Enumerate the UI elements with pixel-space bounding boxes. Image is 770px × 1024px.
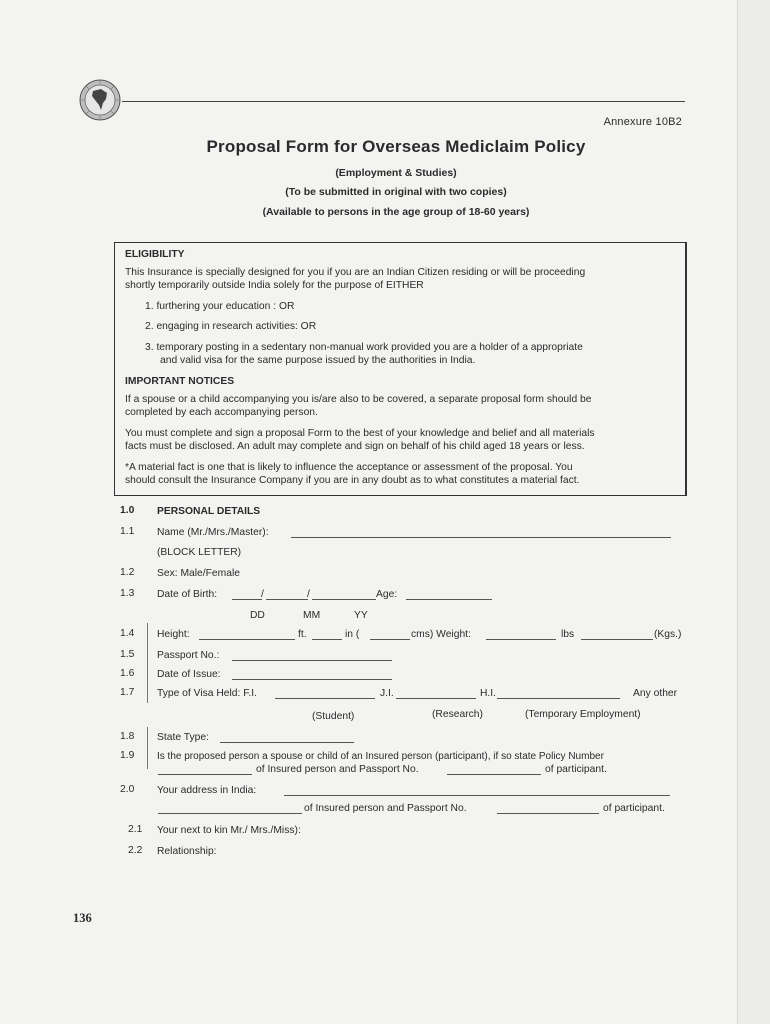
header-rule xyxy=(122,101,685,102)
section-bar-2 xyxy=(147,727,148,769)
notice-2-line-2: facts must be disclosed. An adult may complete and sign on behalf of his child aged 18 years or less. xyxy=(125,441,585,452)
spouse-child-question: Is the proposed person a spouse or child of an Insured person (participant), if so state Policy Number xyxy=(157,751,604,762)
address-passport-field[interactable] xyxy=(497,813,599,814)
notice-3-line-1: *A material fact is one that is likely to influence the acceptance or assessment of the proposal. You xyxy=(125,462,573,473)
item-number-1-9: 1.9 xyxy=(120,750,135,761)
notice-1-line-2: completed by each accompanying person. xyxy=(125,407,318,418)
eligibility-item-2: 2. engaging in research activities: OR xyxy=(145,321,317,332)
visa-other-label: Any other xyxy=(633,688,678,699)
item-number-1-5: 1.5 xyxy=(120,649,135,660)
form-subtitle-2: (To be submitted in original with two copies) xyxy=(285,186,507,198)
visa-ji-label: J.I. xyxy=(380,688,394,699)
temporary-employment-note: (Temporary Employment) xyxy=(525,709,641,720)
notice-1-line-1: If a spouse or a child accompanying you is/are also to be covered, a separate proposal form should be xyxy=(125,394,592,405)
item-number-1-8: 1.8 xyxy=(120,731,135,742)
dob-month-field[interactable] xyxy=(266,599,308,600)
kgs-label: (Kgs.) xyxy=(654,629,682,640)
issue-date-field[interactable] xyxy=(232,679,392,680)
notice-3-line-2: should consult the Insurance Company if you are in any doubt as to what constitutes a material fact. xyxy=(125,475,580,486)
address-field-line-2[interactable] xyxy=(158,813,302,814)
item-number-1-0: 1.0 xyxy=(120,505,135,516)
height-label: Height: xyxy=(157,629,190,640)
passport-label: Passport No.: xyxy=(157,650,220,661)
lbs-label: lbs xyxy=(561,629,575,640)
personal-details-heading: PERSONAL DETAILS xyxy=(157,506,261,517)
form-subtitle-1: (Employment & Studies) xyxy=(335,167,457,179)
policy-number-field[interactable] xyxy=(158,774,252,775)
yy-label: YY xyxy=(354,610,368,621)
weight-lbs-field[interactable] xyxy=(486,639,556,640)
relationship-label: Relationship: xyxy=(157,846,217,857)
height-in-field[interactable] xyxy=(312,639,342,640)
height-ft-field[interactable] xyxy=(199,639,295,640)
form-subtitle-3: (Available to persons in the age group of 18-60 years) xyxy=(262,206,530,218)
form-title: Proposal Form for Overseas Mediclaim Policy xyxy=(206,137,586,156)
item-number-2-0: 2.0 xyxy=(120,784,135,795)
name-label: Name (Mr./Mrs./Master): xyxy=(157,527,269,538)
name-field[interactable] xyxy=(291,537,671,538)
sex-label: Sex: Male/Female xyxy=(157,568,240,579)
emblem-logo-icon xyxy=(79,79,121,121)
address-field[interactable] xyxy=(284,795,670,796)
research-note: (Research) xyxy=(432,709,483,720)
notice-2-line-1: You must complete and sign a proposal Form to the best of your knowledge and belief and all materials xyxy=(125,428,595,439)
visa-ji-field[interactable] xyxy=(396,698,476,699)
visa-fi-field[interactable] xyxy=(275,698,375,699)
age-label: Age: xyxy=(376,589,398,600)
student-note: (Student) xyxy=(312,711,355,722)
section-bar-1 xyxy=(147,623,148,703)
visa-type-label: Type of Visa Held: F.I. xyxy=(157,688,257,699)
notices-heading: IMPORTANT NOTICES xyxy=(125,376,235,387)
state-type-field[interactable] xyxy=(220,742,354,743)
next-of-kin-label: Your next to kin Mr./ Mrs./Miss): xyxy=(157,825,301,836)
item-number-1-7: 1.7 xyxy=(120,687,135,698)
block-letter-note: (BLOCK LETTER) xyxy=(157,547,242,558)
height-cms-field[interactable] xyxy=(370,639,410,640)
visa-hi-label: H.I. xyxy=(480,688,497,699)
dob-year-field[interactable] xyxy=(312,599,376,600)
dd-label: DD xyxy=(250,610,265,621)
state-type-label: State Type: xyxy=(157,732,209,743)
annexure-label: Annexure 10B2 xyxy=(603,116,682,128)
eligibility-intro-1: This Insurance is specially designed for you if you are an Indian Citizen residing or will be proceeding xyxy=(125,267,586,278)
dob-label: Date of Birth: xyxy=(157,589,218,600)
age-field[interactable] xyxy=(406,599,492,600)
dob-slash-2: / xyxy=(307,589,310,600)
address-passport-label: of Insured person and Passport No. xyxy=(304,803,467,814)
item-number-2-2: 2.2 xyxy=(128,845,143,856)
passport-field[interactable] xyxy=(232,660,392,661)
address-label: Your address in India: xyxy=(157,785,257,796)
participant-label: of participant. xyxy=(545,764,607,775)
item-number-1-6: 1.6 xyxy=(120,668,135,679)
spouse-passport-label: of Insured person and Passport No. xyxy=(256,764,419,775)
item-number-2-1: 2.1 xyxy=(128,824,143,835)
in-label: in ( xyxy=(345,629,360,640)
weight-kgs-field[interactable] xyxy=(581,639,653,640)
eligibility-item-3: 3. temporary posting in a sedentary non-manual work provided you are a holder of a appropriate xyxy=(145,342,583,353)
item-number-1-2: 1.2 xyxy=(120,567,135,578)
visa-hi-field[interactable] xyxy=(497,698,620,699)
eligibility-item-3-cont: and valid visa for the same purpose issued by the authorities in India. xyxy=(160,355,476,366)
item-number-1-4: 1.4 xyxy=(120,628,135,639)
weight-label: cms) Weight: xyxy=(411,629,471,640)
item-number-1-3: 1.3 xyxy=(120,588,135,599)
mm-label: MM xyxy=(303,610,321,621)
ft-label: ft. xyxy=(298,629,307,640)
eligibility-item-1: 1. furthering your education : OR xyxy=(145,301,295,312)
eligibility-heading: ELIGIBILITY xyxy=(125,249,185,260)
item-number-1-1: 1.1 xyxy=(120,526,135,537)
page-number: 136 xyxy=(73,911,92,925)
address-participant-label: of participant. xyxy=(603,803,665,814)
dob-slash-1: / xyxy=(261,589,264,600)
dob-day-field[interactable] xyxy=(232,599,262,600)
spouse-passport-field[interactable] xyxy=(447,774,541,775)
eligibility-intro-2: shortly temporarily outside India solely for the purpose of EITHER xyxy=(125,280,424,291)
issue-date-label: Date of Issue: xyxy=(157,669,221,680)
